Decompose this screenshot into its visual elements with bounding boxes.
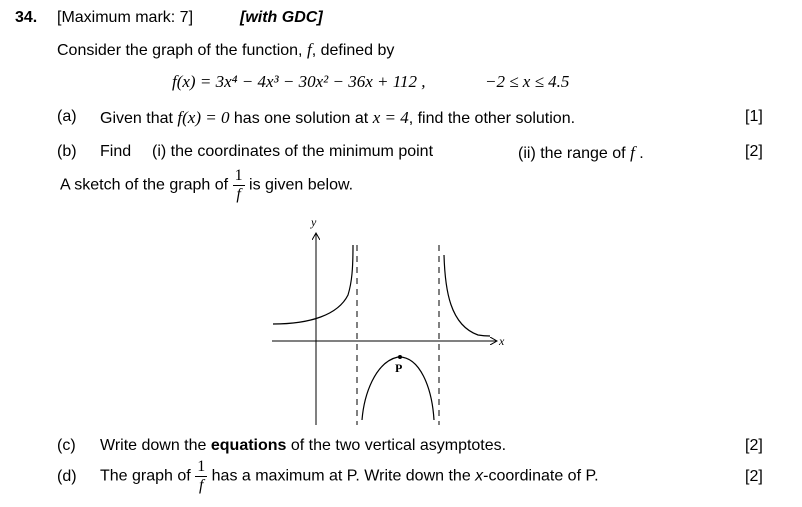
part-b-marks: [2] [745, 143, 763, 160]
part-c-marks: [2] [745, 437, 763, 454]
part-b-sub-ii-f: f [630, 143, 635, 162]
max-mark: [Maximum mark: 7] [57, 9, 194, 26]
part-b-sub-ii-end: . [639, 145, 644, 162]
part-d-text-1: The graph of [100, 467, 191, 485]
part-d-text-3: -coordinate of P. [483, 467, 599, 485]
part-d-text-2: has a maximum at P. Write down the [211, 467, 471, 485]
part-b-find: Find [100, 143, 132, 160]
question-number: 34. [15, 9, 38, 26]
part-b-sub-i: (i) the coordinates of the minimum point [152, 143, 434, 160]
part-d-label: (d) [57, 468, 77, 485]
fraction-numerator-d: 1 [197, 458, 206, 475]
part-b-sub-ii-text: (ii) the range of [518, 145, 626, 162]
part-c-label: (c) [57, 437, 76, 454]
part-d-marks: [2] [745, 468, 763, 485]
part-b-label: (b) [57, 143, 77, 160]
part-c-bold: equations [210, 437, 287, 454]
part-a-text-1: Given that [100, 110, 173, 127]
point-p-label: P [395, 361, 403, 375]
curve-left-branch [273, 245, 353, 324]
intro-text: Consider the graph of the function, [57, 42, 303, 59]
part-c-text [100, 437, 506, 455]
gdc-note: [with GDC] [240, 9, 323, 26]
part-d-italic-x: x [475, 467, 484, 485]
sketch-intro-text-2: is given below. [249, 176, 354, 194]
part-a-math-2: x = 4 [372, 108, 409, 127]
fraction-denominator: f [236, 186, 241, 203]
y-axis-label: y [311, 215, 317, 229]
part-a-math-1: f(x) = 0 [177, 108, 230, 127]
part-c-text-2: of the two vertical asymptotes. [290, 437, 507, 454]
part-c-text-1: Write down the [100, 437, 207, 454]
fraction-numerator: 1 [234, 167, 243, 184]
function-domain: −2 ≤ x ≤ 4.5 [485, 72, 570, 91]
sketch-intro-text-1: A sketch of the graph of [60, 176, 229, 194]
part-a-text-3: , find the other solution. [408, 110, 576, 127]
intro-end: , defined by [311, 42, 395, 59]
reciprocal-fraction-d [195, 458, 207, 495]
curve-right-branch [444, 255, 490, 336]
function-equation: f(x) = 3x⁴ − 4x³ − 30x² − 36x + 112 , [172, 72, 426, 91]
intro-f: f [306, 40, 312, 59]
part-a-text-2: has one solution at [233, 110, 369, 127]
part-a-marks: [1] [745, 108, 763, 125]
part-a-label: (a) [57, 108, 77, 125]
fraction-denominator-d: f [198, 477, 204, 494]
point-p-marker [398, 355, 402, 359]
part-d-text [100, 458, 599, 495]
x-axis-label: x [499, 334, 505, 348]
